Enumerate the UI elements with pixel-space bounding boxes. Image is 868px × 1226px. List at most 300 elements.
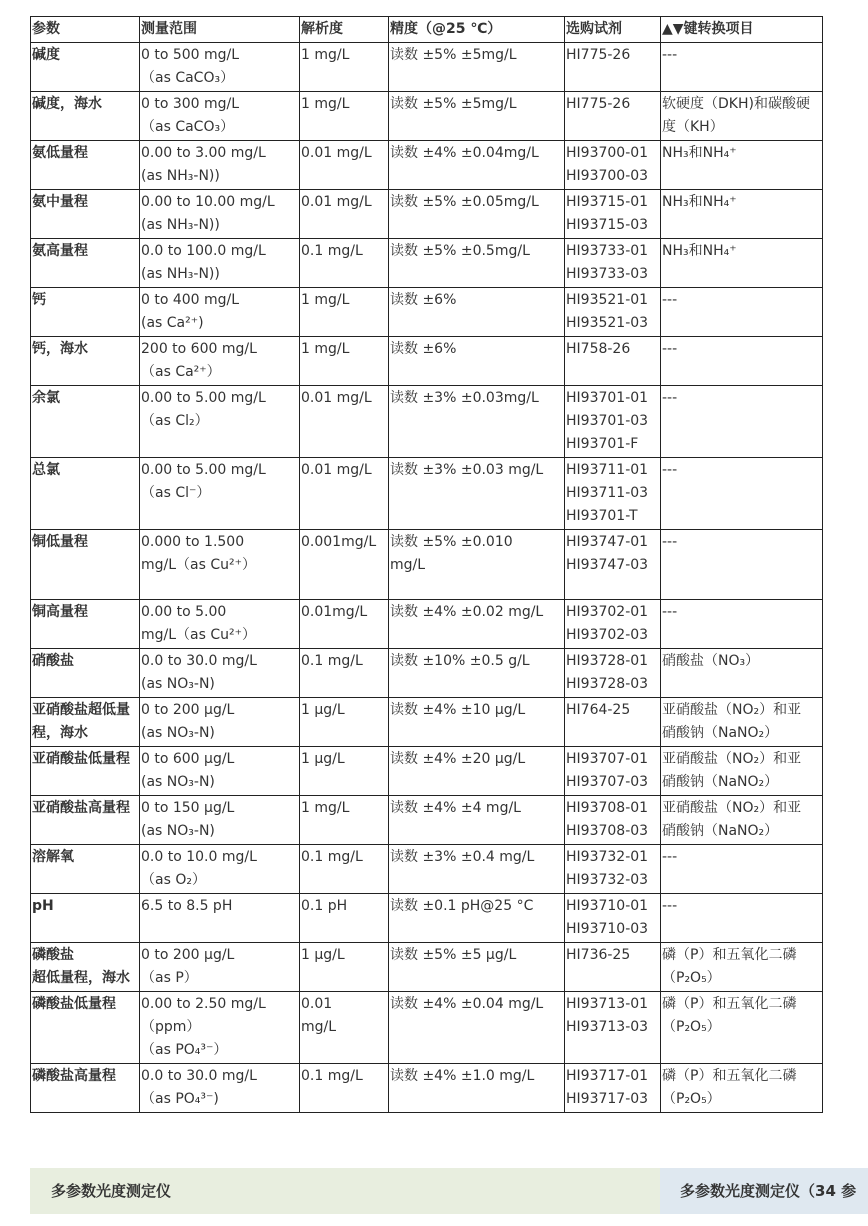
cell-reagent-text: HI93521-03: [566, 315, 649, 331]
cell-range: [140, 796, 300, 845]
cell-toggle: [661, 288, 823, 337]
cell-param: [31, 992, 140, 1064]
cell-accuracy-text: 读数 ±5% ±0.05mg/L: [390, 194, 539, 210]
cell-param: [31, 337, 140, 386]
cell-resolution-text: 0.01 mg/L: [301, 390, 372, 406]
cell-param-text: 钙，海水: [32, 341, 88, 357]
table-row: [31, 337, 823, 386]
cell-range-text: 0.00 to 5.00 mg/L: [141, 462, 266, 478]
cell-resolution-text: 0.1 mg/L: [301, 653, 363, 669]
cell-resolution: [300, 141, 389, 190]
cell-range: [140, 337, 300, 386]
table-row: [31, 92, 823, 141]
cell-reagent: [565, 92, 661, 141]
cell-range: [140, 894, 300, 943]
cell-param: [31, 698, 140, 747]
cell-resolution-text: 0.01 mg/L: [301, 462, 372, 478]
cell-range-text: 0 to 500 mg/L: [141, 47, 240, 63]
table-row: [31, 530, 823, 600]
cell-reagent-text: HI93728-01: [566, 653, 649, 669]
cell-range-text: 0 to 400 mg/L: [141, 292, 240, 308]
cell-accuracy-text: 读数 ±4% ±4 mg/L: [390, 800, 521, 816]
cell-toggle: [661, 530, 823, 600]
cell-resolution: [300, 458, 389, 530]
cell-accuracy: [389, 796, 565, 845]
cell-range: [140, 530, 300, 600]
cell-param: [31, 386, 140, 458]
cell-reagent-text: HI93747-01: [566, 534, 649, 550]
cell-param: [31, 1064, 140, 1113]
cell-toggle-text: ---: [662, 898, 678, 914]
cell-param-text: 磷酸盐高量程: [32, 1068, 116, 1084]
tab-multi-param-photometer-34[interactable]: 多参数光度测定仪（34 参: [660, 1168, 868, 1214]
cell-toggle-text: 亚硝酸盐（NO₂）和亚: [662, 800, 802, 816]
cell-range-text: 0.0 to 100.0 mg/L: [141, 243, 266, 259]
cell-toggle-text: 磷（P）和五氧化二磷: [662, 947, 797, 963]
cell-param: [31, 796, 140, 845]
cell-resolution-text: 1 mg/L: [301, 800, 350, 816]
cell-param: [31, 649, 140, 698]
table-row: [31, 239, 823, 288]
cell-toggle-text: ---: [662, 462, 678, 478]
table-row: [31, 190, 823, 239]
cell-param: [31, 458, 140, 530]
table-row: [31, 458, 823, 530]
cell-toggle-text: NH₃和NH₄⁺: [662, 194, 737, 210]
cell-range: [140, 239, 300, 288]
cell-range-text: mg/L（as Cu²⁺）: [141, 627, 257, 643]
cell-resolution-text: 0.1 mg/L: [301, 1068, 363, 1084]
cell-range-text: 0.0 to 30.0 mg/L: [141, 653, 257, 669]
cell-accuracy: [389, 43, 565, 92]
cell-range-text: 0.00 to 5.00: [141, 604, 227, 620]
cell-range-text: (as NO₃-N): [141, 774, 215, 790]
cell-accuracy-text: 读数 ±5% ±5mg/L: [390, 96, 517, 112]
cell-toggle: [661, 1064, 823, 1113]
cell-accuracy: [389, 943, 565, 992]
cell-resolution: [300, 992, 389, 1064]
cell-reagent: [565, 796, 661, 845]
cell-param-text: 磷酸盐低量程: [32, 996, 116, 1012]
bottom-tab-bar: [30, 1168, 868, 1214]
cell-resolution: [300, 386, 389, 458]
cell-reagent-text: HI93717-01: [566, 1068, 649, 1084]
cell-range: [140, 1064, 300, 1113]
cell-accuracy-text: 读数 ±5% ±0.5mg/L: [390, 243, 530, 259]
cell-resolution: [300, 747, 389, 796]
cell-accuracy-text: mg/L: [390, 557, 426, 573]
cell-range: [140, 600, 300, 649]
cell-reagent: [565, 43, 661, 92]
cell-resolution-text: 0.01: [301, 996, 333, 1012]
cell-toggle-text: 软硬度（DKH)和碳酸硬度（KH）: [662, 96, 810, 135]
cell-toggle-text: ---: [662, 47, 678, 63]
cell-accuracy: [389, 530, 565, 600]
cell-range: [140, 43, 300, 92]
cell-param: [31, 600, 140, 649]
cell-accuracy: [389, 239, 565, 288]
cell-param: [31, 43, 140, 92]
cell-toggle-text: ---: [662, 604, 678, 620]
cell-param: [31, 239, 140, 288]
cell-param: [31, 530, 140, 600]
table-row: [31, 141, 823, 190]
cell-accuracy: [389, 698, 565, 747]
cell-toggle-text: 亚硝酸盐（NO₂）和亚: [662, 702, 802, 718]
cell-accuracy: [389, 600, 565, 649]
cell-resolution-text: 1 mg/L: [301, 47, 350, 63]
cell-reagent-text: HI93710-03: [566, 921, 649, 937]
cell-accuracy-text: 读数 ±6%: [390, 292, 457, 308]
cell-toggle: [661, 190, 823, 239]
cell-reagent-text: HI93733-03: [566, 266, 649, 282]
cell-range-text: 6.5 to 8.5 pH: [141, 898, 233, 914]
cell-accuracy: [389, 386, 565, 458]
cell-reagent-text: HI93711-03: [566, 485, 649, 501]
cell-resolution: [300, 943, 389, 992]
cell-accuracy: [389, 92, 565, 141]
header-toggle: ▲▼键转换项目: [661, 17, 823, 43]
cell-accuracy-text: 读数 ±5% ±0.010: [390, 534, 513, 550]
cell-toggle-text: ---: [662, 341, 678, 357]
cell-range-text: 0 to 200 µg/L: [141, 702, 235, 718]
cell-toggle: [661, 747, 823, 796]
cell-param-text: 氨中量程: [32, 194, 88, 210]
cell-toggle: [661, 92, 823, 141]
cell-param-text: 亚硝酸盐高量程: [32, 800, 130, 816]
cell-reagent-text: HI93701-03: [566, 413, 649, 429]
table-row: [31, 43, 823, 92]
cell-range-text: (as NH₃-N)): [141, 168, 220, 184]
cell-resolution: [300, 190, 389, 239]
cell-reagent-text: HI93700-03: [566, 168, 649, 184]
cell-range-text: mg/L（as Cu²⁺）: [141, 557, 257, 573]
cell-range-text: 0.00 to 5.00 mg/L: [141, 390, 266, 406]
cell-accuracy: [389, 458, 565, 530]
cell-param-text: 亚硝酸盐低量程: [32, 751, 130, 767]
cell-range-text: 0.00 to 2.50 mg/L: [141, 996, 266, 1012]
cell-accuracy: [389, 1064, 565, 1113]
cell-accuracy-text: 读数 ±5% ±5 µg/L: [390, 947, 517, 963]
cell-range-text: （as O₂）: [141, 872, 206, 888]
cell-reagent-text: HI93747-03: [566, 557, 649, 573]
cell-reagent: [565, 1064, 661, 1113]
cell-range: [140, 288, 300, 337]
cell-reagent: [565, 337, 661, 386]
table-row: [31, 943, 823, 992]
cell-param-text: 硝酸盐: [32, 653, 74, 669]
cell-accuracy: [389, 747, 565, 796]
cell-reagent-text: HI93701-F: [566, 436, 639, 452]
cell-reagent: [565, 894, 661, 943]
cell-reagent-text: HI93711-01: [566, 462, 649, 478]
cell-accuracy: [389, 288, 565, 337]
cell-resolution-text: 0.1 mg/L: [301, 849, 363, 865]
header-resolution: 解析度: [300, 17, 389, 43]
cell-accuracy: [389, 337, 565, 386]
cell-reagent-text: HI93728-03: [566, 676, 649, 692]
cell-range-text: 200 to 600 mg/L: [141, 341, 257, 357]
cell-toggle-text: 硝酸钠（NaNO₂）: [662, 774, 779, 790]
cell-param: [31, 894, 140, 943]
cell-toggle: [661, 649, 823, 698]
cell-reagent-text: HI93708-01: [566, 800, 649, 816]
cell-toggle-text: 硝酸钠（NaNO₂）: [662, 823, 779, 839]
table-row: [31, 1064, 823, 1113]
cell-range-text: （as P）: [141, 970, 198, 986]
cell-resolution: [300, 600, 389, 649]
cell-reagent-text: HI775-26: [566, 96, 631, 112]
cell-accuracy-text: 读数 ±4% ±0.02 mg/L: [390, 604, 544, 620]
cell-range: [140, 698, 300, 747]
cell-range-text: （as Cl₂）: [141, 413, 209, 429]
cell-reagent-text: HI93715-03: [566, 217, 649, 233]
cell-resolution-text: 1 mg/L: [301, 341, 350, 357]
cell-range-text: (as NH₃-N)): [141, 217, 220, 233]
cell-range-text: 0.0 to 30.0 mg/L: [141, 1068, 257, 1084]
cell-resolution-text: 1 µg/L: [301, 751, 345, 767]
cell-toggle: [661, 43, 823, 92]
spec-table: [30, 16, 823, 1113]
cell-resolution-text: mg/L: [301, 1019, 337, 1035]
cell-resolution: [300, 894, 389, 943]
cell-resolution-text: 0.01 mg/L: [301, 145, 372, 161]
cell-range-text: 0.00 to 3.00 mg/L: [141, 145, 266, 161]
cell-resolution-text: 0.01mg/L: [301, 604, 368, 620]
cell-range-text: 0.00 to 10.00 mg/L: [141, 194, 275, 210]
table-row: [31, 600, 823, 649]
cell-toggle: [661, 894, 823, 943]
cell-range-text: （ppm）: [141, 1019, 201, 1035]
cell-reagent-text: HI93707-03: [566, 774, 649, 790]
cell-toggle: [661, 796, 823, 845]
cell-reagent: [565, 239, 661, 288]
table-body: [31, 43, 823, 1113]
cell-range: [140, 386, 300, 458]
cell-accuracy-text: 读数 ±3% ±0.03 mg/L: [390, 462, 544, 478]
cell-reagent-text: HI93717-03: [566, 1091, 649, 1107]
cell-range-text: （as PO₄³⁻): [141, 1091, 219, 1107]
cell-resolution: [300, 43, 389, 92]
cell-param: [31, 288, 140, 337]
cell-accuracy-text: 读数 ±3% ±0.03mg/L: [390, 390, 539, 406]
cell-reagent-text: HI93702-01: [566, 604, 649, 620]
cell-toggle: [661, 337, 823, 386]
cell-resolution: [300, 92, 389, 141]
cell-resolution: [300, 337, 389, 386]
cell-reagent-text: HI93701-T: [566, 508, 638, 524]
cell-toggle: [661, 141, 823, 190]
cell-param-text: 超低量程，海水: [32, 970, 130, 986]
cell-resolution: [300, 796, 389, 845]
cell-range-text: （as PO₄³⁻）: [141, 1042, 228, 1058]
cell-param-text: 铜高量程: [32, 604, 88, 620]
cell-range-text: (as NO₃-N): [141, 676, 215, 692]
cell-reagent-text: HI93701-01: [566, 390, 649, 406]
cell-reagent: [565, 190, 661, 239]
cell-param: [31, 747, 140, 796]
header-accuracy: 精度（@25 ℃）: [389, 17, 565, 43]
cell-toggle: [661, 992, 823, 1064]
cell-range: [140, 747, 300, 796]
table-row: [31, 698, 823, 747]
cell-reagent: [565, 458, 661, 530]
cell-range: [140, 943, 300, 992]
cell-resolution: [300, 649, 389, 698]
cell-param-text: 余氯: [32, 390, 60, 406]
cell-param: [31, 943, 140, 992]
tab-multi-param-photometer[interactable]: 多参数光度测定仪: [51, 1182, 172, 1200]
cell-param-text: 碱度: [32, 47, 60, 63]
cell-range: [140, 649, 300, 698]
table-header-row: [31, 17, 823, 43]
cell-accuracy-text: 读数 ±4% ±20 µg/L: [390, 751, 526, 767]
cell-range-text: (as NO₃-N): [141, 725, 215, 741]
cell-reagent: [565, 530, 661, 600]
cell-range-text: (as Ca²⁺): [141, 315, 204, 331]
cell-range-text: 0.000 to 1.500: [141, 534, 245, 550]
cell-reagent-text: HI93700-01: [566, 145, 649, 161]
cell-range-text: （as CaCO₃）: [141, 119, 235, 135]
cell-param-text: 氨高量程: [32, 243, 88, 259]
cell-accuracy: [389, 845, 565, 894]
cell-param: [31, 141, 140, 190]
cell-reagent: [565, 992, 661, 1064]
cell-param-text: 氨低量程: [32, 145, 88, 161]
cell-reagent-text: HI775-26: [566, 47, 631, 63]
cell-accuracy-text: 读数 ±10% ±0.5 g/L: [390, 653, 530, 669]
cell-resolution-text: 0.1 mg/L: [301, 243, 363, 259]
header-range: 测量范围: [140, 17, 300, 43]
cell-range: [140, 992, 300, 1064]
table-row: [31, 747, 823, 796]
cell-range-text: （as Cl⁻）: [141, 485, 211, 501]
cell-toggle-text: 磷（P）和五氧化二磷: [662, 996, 797, 1012]
cell-accuracy: [389, 141, 565, 190]
cell-reagent-text: HI93710-01: [566, 898, 649, 914]
cell-range-text: (as NH₃-N)): [141, 266, 220, 282]
cell-range-text: (as NO₃-N): [141, 823, 215, 839]
cell-toggle: [661, 600, 823, 649]
cell-reagent: [565, 943, 661, 992]
cell-toggle: [661, 458, 823, 530]
cell-resolution: [300, 1064, 389, 1113]
header-param: 参数: [31, 17, 140, 43]
table-row: [31, 288, 823, 337]
cell-range: [140, 845, 300, 894]
cell-toggle-text: （P₂O₅）: [662, 1091, 721, 1107]
cell-resolution: [300, 530, 389, 600]
cell-range: [140, 92, 300, 141]
cell-accuracy: [389, 649, 565, 698]
cell-accuracy-text: 读数 ±6%: [390, 341, 457, 357]
cell-toggle-text: 硝酸钠（NaNO₂）: [662, 725, 779, 741]
cell-toggle-text: ---: [662, 390, 678, 406]
cell-resolution: [300, 698, 389, 747]
cell-reagent: [565, 141, 661, 190]
cell-toggle-text: （P₂O₅）: [662, 970, 721, 986]
cell-accuracy-text: 读数 ±3% ±0.4 mg/L: [390, 849, 535, 865]
cell-reagent: [565, 747, 661, 796]
cell-accuracy-text: 读数 ±4% ±0.04mg/L: [390, 145, 539, 161]
cell-reagent: [565, 386, 661, 458]
cell-reagent-text: HI93715-01: [566, 194, 649, 210]
cell-range: [140, 190, 300, 239]
cell-toggle: [661, 239, 823, 288]
cell-accuracy-text: 读数 ±4% ±10 µg/L: [390, 702, 526, 718]
cell-toggle: [661, 698, 823, 747]
cell-resolution-text: 1 mg/L: [301, 96, 350, 112]
cell-param-text: 亚硝酸盐超低量: [32, 702, 130, 718]
cell-toggle: [661, 845, 823, 894]
cell-resolution-text: 0.1 pH: [301, 898, 348, 914]
cell-accuracy: [389, 190, 565, 239]
cell-toggle-text: 亚硝酸盐（NO₂）和亚: [662, 751, 802, 767]
cell-toggle-text: NH₃和NH₄⁺: [662, 243, 737, 259]
cell-resolution-text: 1 µg/L: [301, 947, 345, 963]
cell-param-text: 钙: [32, 292, 46, 308]
cell-accuracy-text: 读数 ±4% ±0.04 mg/L: [390, 996, 544, 1012]
cell-range: [140, 458, 300, 530]
cell-range-text: 0 to 600 µg/L: [141, 751, 235, 767]
table-row: [31, 845, 823, 894]
cell-reagent-text: HI93713-03: [566, 1019, 649, 1035]
cell-resolution: [300, 845, 389, 894]
cell-toggle: [661, 386, 823, 458]
cell-accuracy: [389, 992, 565, 1064]
cell-reagent: [565, 649, 661, 698]
cell-toggle: [661, 943, 823, 992]
cell-param: [31, 92, 140, 141]
cell-reagent: [565, 288, 661, 337]
cell-reagent-text: HI93702-03: [566, 627, 649, 643]
cell-reagent: [565, 698, 661, 747]
cell-toggle-text: ---: [662, 534, 678, 550]
cell-param: [31, 190, 140, 239]
cell-accuracy-text: 读数 ±5% ±5mg/L: [390, 47, 517, 63]
cell-reagent-text: HI93708-03: [566, 823, 649, 839]
cell-param-text: 程，海水: [32, 725, 88, 741]
table-row: [31, 649, 823, 698]
cell-range-text: 0 to 150 µg/L: [141, 800, 235, 816]
cell-param: [31, 845, 140, 894]
cell-param-text: 碱度，海水: [32, 96, 102, 112]
cell-param-text: 总氯: [32, 462, 60, 478]
table-row: [31, 992, 823, 1064]
cell-reagent-text: HI736-25: [566, 947, 631, 963]
cell-reagent-text: HI758-26: [566, 341, 631, 357]
cell-reagent-text: HI93732-03: [566, 872, 649, 888]
cell-toggle-text: ---: [662, 849, 678, 865]
cell-param-text: 铜低量程: [32, 534, 88, 550]
cell-param-text: 磷酸盐: [32, 947, 74, 963]
cell-toggle-text: ---: [662, 292, 678, 308]
cell-accuracy-text: 读数 ±0.1 pH@25 °C: [390, 898, 534, 914]
cell-param-text: 溶解氧: [32, 849, 74, 865]
header-reagent: 选购试剂: [565, 17, 661, 43]
cell-resolution-text: 0.01 mg/L: [301, 194, 372, 210]
table-row: [31, 386, 823, 458]
cell-reagent-text: HI93521-01: [566, 292, 649, 308]
cell-reagent-text: HI764-25: [566, 702, 631, 718]
cell-reagent-text: HI93707-01: [566, 751, 649, 767]
cell-toggle-text: NH₃和NH₄⁺: [662, 145, 737, 161]
cell-reagent: [565, 600, 661, 649]
cell-range: [140, 141, 300, 190]
cell-resolution-text: 1 µg/L: [301, 702, 345, 718]
cell-reagent-text: HI93713-01: [566, 996, 649, 1012]
cell-range-text: 0 to 300 mg/L: [141, 96, 240, 112]
